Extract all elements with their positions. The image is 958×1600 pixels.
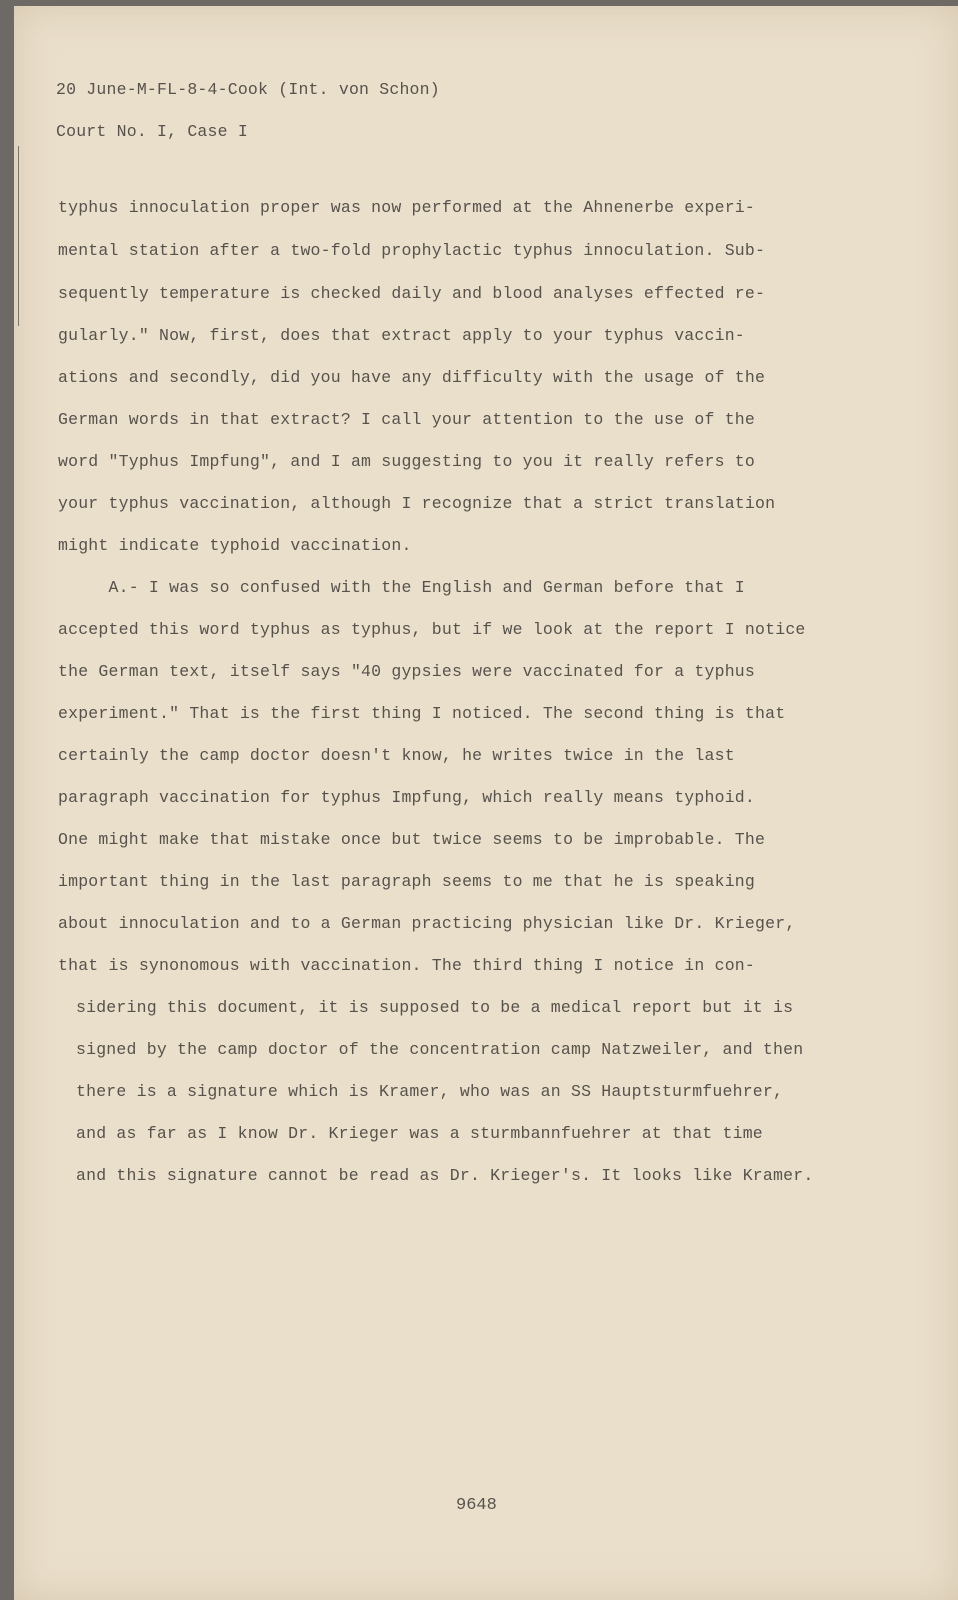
- body-line: German words in that extract? I call your attention to the use of the: [58, 410, 756, 429]
- body-line: mental station after a two-fold prophylactic typhus innoculation. Sub-: [58, 241, 766, 260]
- body-line: sequently temperature is checked daily and blood analyses effected re-: [58, 284, 766, 303]
- header-line-2: Court No. I, Case I: [56, 122, 248, 141]
- body-line: gularly." Now, first, does that extract apply to your typhus vaccin-: [58, 326, 745, 345]
- body-line: ations and secondly, did you have any difficulty with the usage of the: [58, 368, 766, 387]
- body-line: A.- I was so confused with the English and German before that I: [58, 578, 745, 597]
- body-line: and this signature cannot be read as Dr. Krieger's. It looks like Kramer.: [76, 1166, 814, 1185]
- body-line: might indicate typhoid vaccination.: [58, 536, 412, 555]
- body-line: and as far as I know Dr. Krieger was a sturmbannfuehrer at that time: [76, 1124, 763, 1143]
- margin-mark: [18, 146, 19, 326]
- body-line: certainly the camp doctor doesn't know, he writes twice in the last: [58, 746, 735, 765]
- body-line: that is synonomous with vaccination. The third thing I notice in con-: [58, 956, 756, 975]
- body-line: important thing in the last paragraph seems to me that he is speaking: [58, 872, 756, 891]
- body-line: experiment." That is the first thing I noticed. The second thing is that: [58, 704, 786, 723]
- document-page: [14, 6, 958, 1600]
- body-line: signed by the camp doctor of the concentration camp Natzweiler, and then: [76, 1040, 804, 1059]
- body-line: sidering this document, it is supposed to be a medical report but it is: [76, 998, 794, 1017]
- header-line-1: 20 June-M-FL-8-4-Cook (Int. von Schon): [56, 80, 440, 99]
- body-line: about innoculation and to a German practicing physician like Dr. Krieger,: [58, 914, 796, 933]
- body-line: accepted this word typhus as typhus, but if we look at the report I notice: [58, 620, 806, 639]
- body-line: One might make that mistake once but twice seems to be improbable. The: [58, 830, 766, 849]
- body-line: the German text, itself says "40 gypsies were vaccinated for a typhus: [58, 662, 756, 681]
- body-line: word "Typhus Impfung", and I am suggesting to you it really refers to: [58, 452, 756, 471]
- page-number: 9648: [456, 1496, 497, 1515]
- body-line: typhus innoculation proper was now performed at the Ahnenerbe experi-: [58, 198, 756, 217]
- body-line: your typhus vaccination, although I recognize that a strict translation: [58, 494, 776, 513]
- body-line: paragraph vaccination for typhus Impfung, which really means typhoid.: [58, 788, 756, 807]
- body-line: there is a signature which is Kramer, who was an SS Hauptsturmfuehrer,: [76, 1082, 784, 1101]
